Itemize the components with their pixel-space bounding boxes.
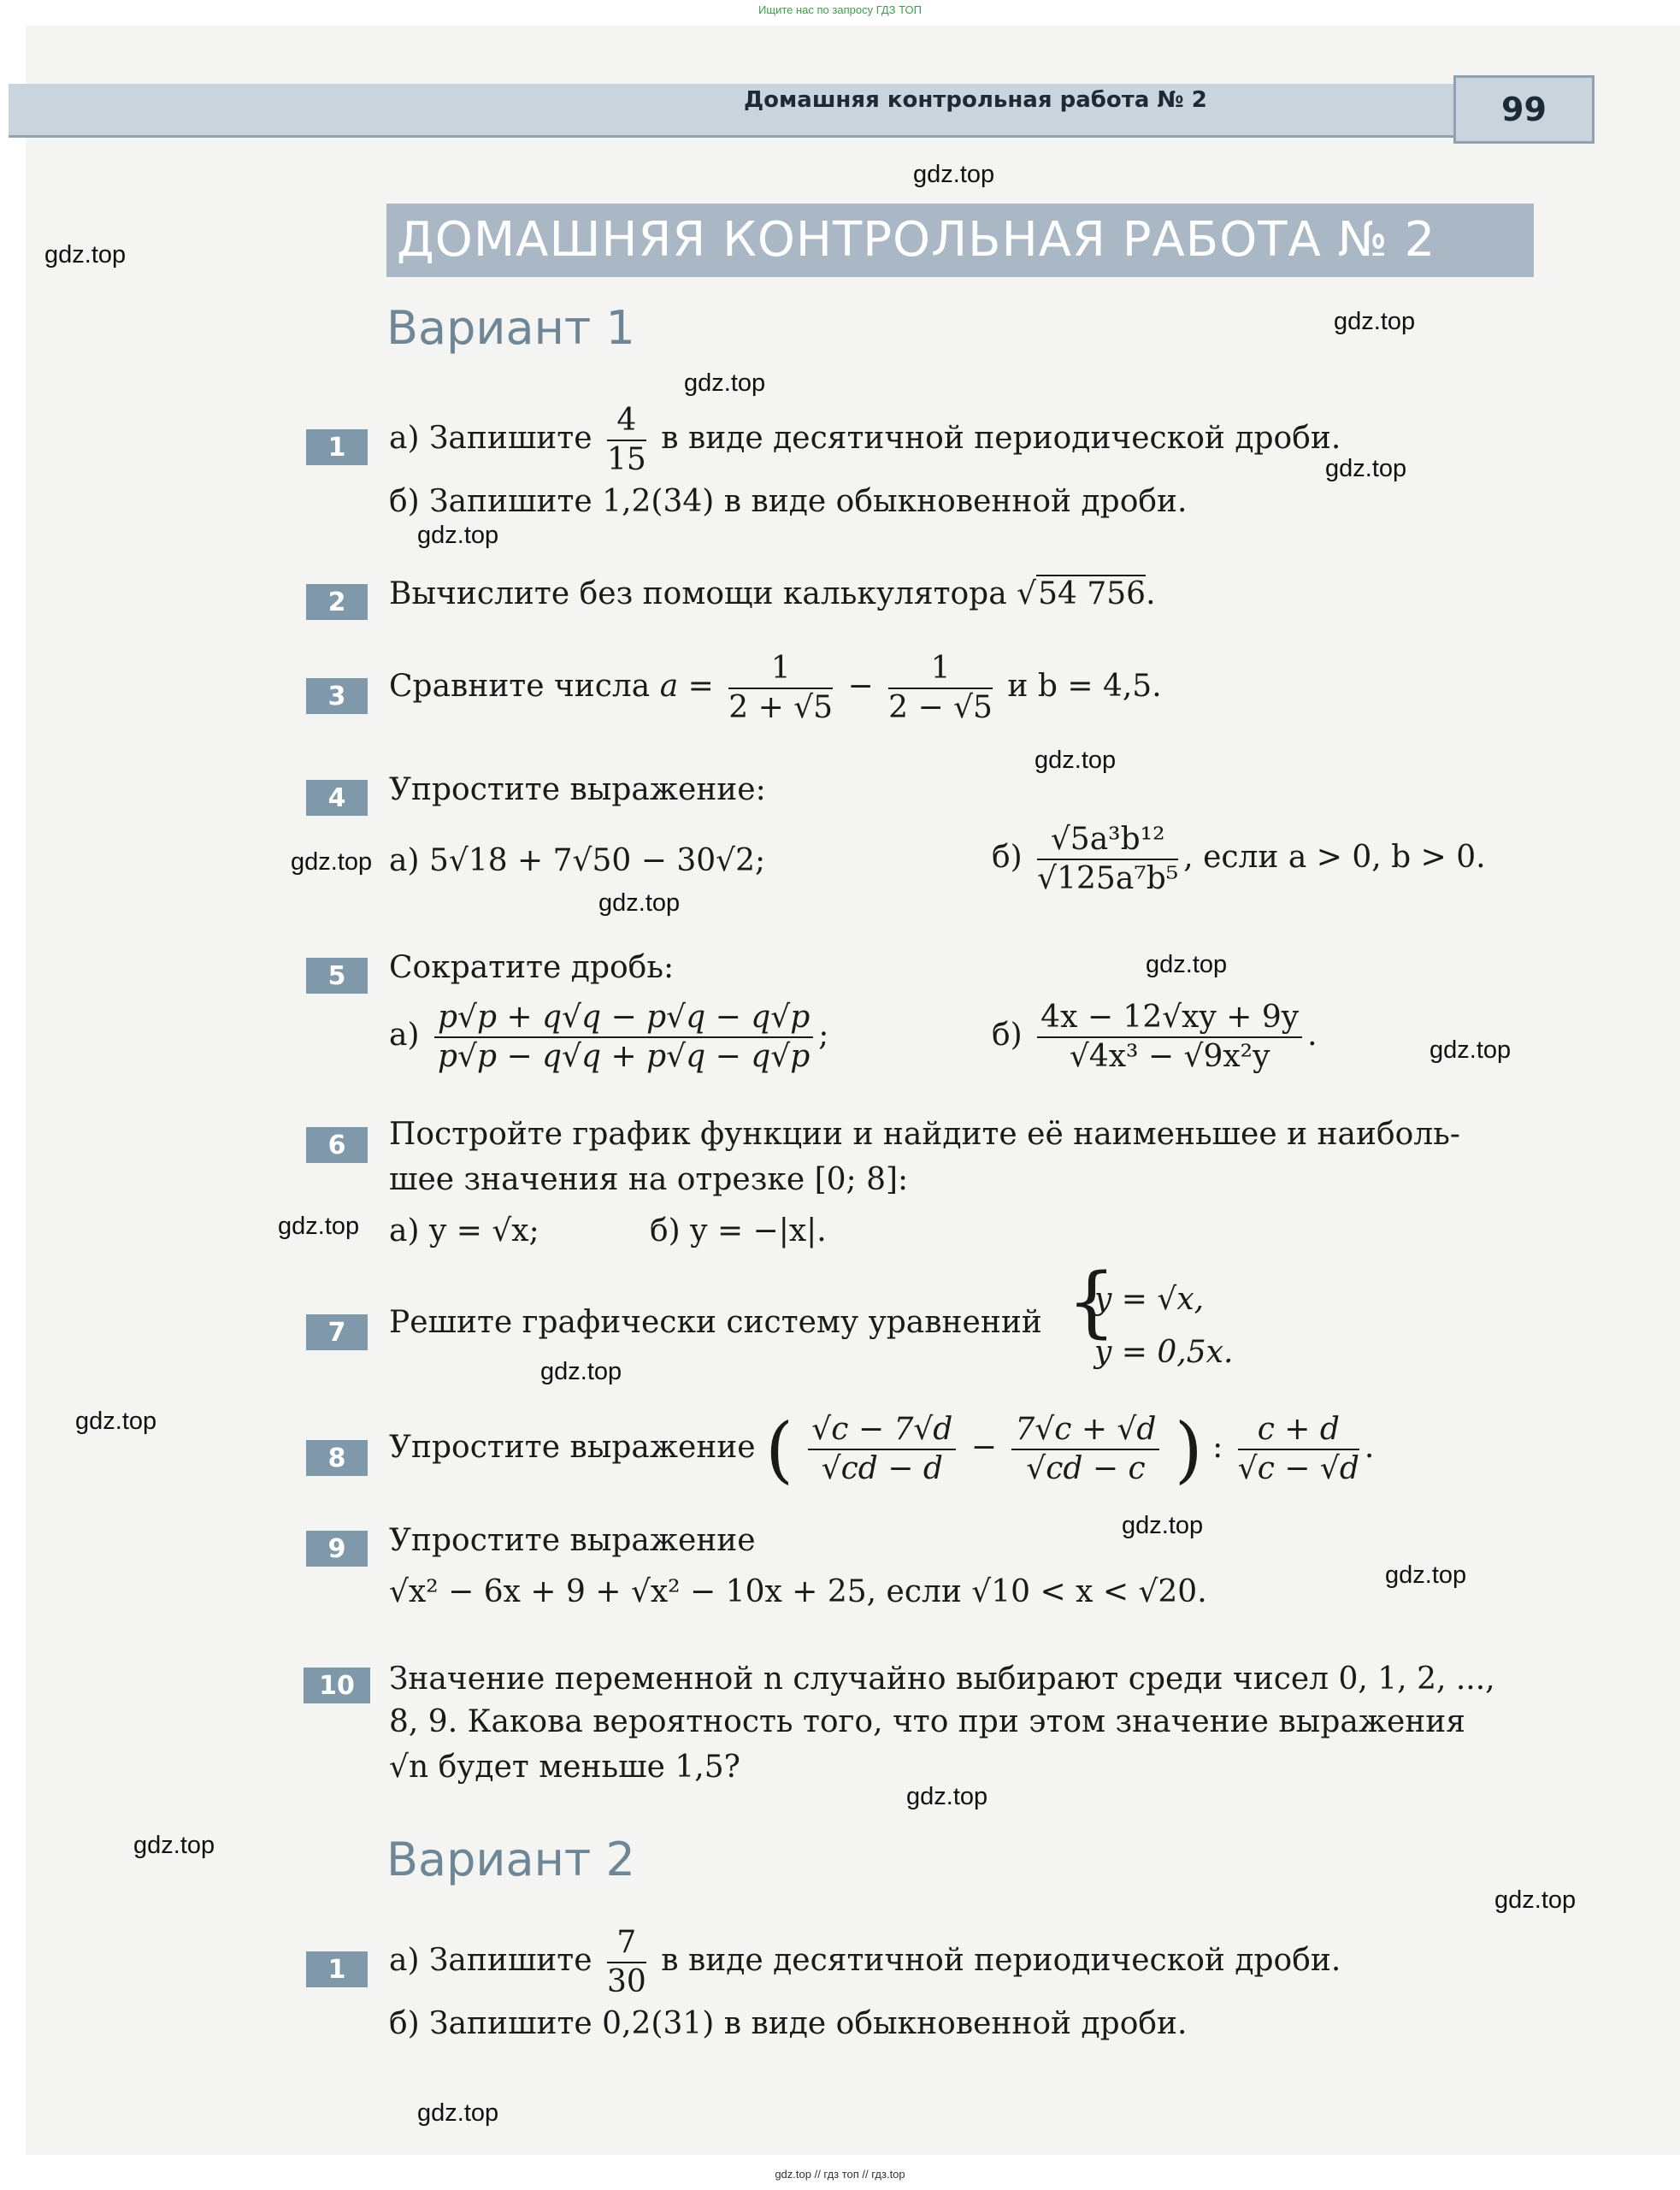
- variant-1-title: Вариант 1: [386, 301, 635, 355]
- watermark: gdz.top: [1429, 1036, 1512, 1064]
- book-page: [26, 26, 1680, 2155]
- task-number-4: 4: [306, 780, 368, 816]
- task-7: Решите графически систему уравнений: [389, 1305, 1042, 1340]
- fraction: $\frac{4}{15}$: [606, 403, 646, 477]
- watermark: gdz.top: [417, 522, 499, 549]
- task-9-line2: √x² − 6x + 9 + √x² − 10x + 25, если √10 < x < √20.: [389, 1574, 1207, 1609]
- task-4-head: Упростите выражение:: [389, 772, 766, 807]
- task-5b: б) $\frac{4x - 12√xy + 9y}{\text{√4x³ − √9x²y}}$ .: [992, 1000, 1317, 1074]
- watermark: gdz.top: [1325, 455, 1407, 482]
- fraction: $\frac{1}{2 + √5}$: [728, 651, 834, 725]
- task-7-eq1: y = √x,: [1094, 1282, 1205, 1317]
- watermark: gdz.top: [1334, 308, 1416, 335]
- task-6-line1: Постройте график функции и найдите её наименьшее и наиболь-: [389, 1117, 1460, 1152]
- watermark: gdz.top: [75, 1408, 157, 1435]
- task-4a: а) 5√18 + 7√50 − 30√2;: [389, 843, 766, 878]
- watermark: gdz.top: [278, 1213, 360, 1240]
- watermark: gdz.top: [1035, 747, 1117, 774]
- running-header-band: [9, 84, 1453, 138]
- task-3: Сравните числа a = $\frac{1}{2 + √5}$ − $\frac{1}{2 - √5}$ и b = 4,5.: [389, 651, 1162, 725]
- task-number-6: 6: [306, 1127, 368, 1163]
- v2-task-number-1: 1: [306, 1951, 368, 1987]
- watermark: gdz.top: [684, 369, 766, 397]
- watermark: gdz.top: [906, 1783, 988, 1810]
- fraction: $\frac{4x - 12√xy + 9y}{\text{√4x³ − √9x²y}}$: [1037, 999, 1302, 1076]
- fraction: $\frac{7}{30}$: [606, 1925, 646, 1999]
- v2-task-1a: а) Запишите $\frac{7}{30}$ в виде десятичной периодической дроби.: [389, 1925, 1341, 1999]
- task-8: Упростите выражение ( $\frac{√c - 7√d}{√cd - d}$ − $\frac{7√c + √d}{√cd - c}$ ) : $\frac{c + d}{√c - √d}$ .: [389, 1408, 1375, 1491]
- task-number-2: 2: [306, 584, 368, 620]
- watermark: gdz.top: [540, 1358, 622, 1385]
- fraction: $\frac{√c - 7√d}{√cd - d}$: [808, 1411, 956, 1488]
- task-number-5: 5: [306, 958, 368, 994]
- watermark: gdz.top: [44, 241, 127, 269]
- watermark: gdz.top: [913, 161, 995, 188]
- watermark: gdz.top: [1385, 1561, 1467, 1589]
- watermark: gdz.top: [1122, 1512, 1204, 1539]
- watermark: gdz.top: [1146, 951, 1228, 978]
- watermark: gdz.top: [417, 2099, 499, 2127]
- fraction: $\frac{7√c + √d}{√cd - c}$: [1011, 1411, 1159, 1488]
- fraction: $\frac{\text{√5a³b¹²}}{\text{√125a⁷b⁵}}$: [1037, 822, 1179, 896]
- v2-task-1b: б) Запишите 0,2(31) в виде обыкновенной дроби.: [389, 2006, 1188, 2041]
- running-title: Домашняя контрольная работа № 2: [744, 87, 1207, 113]
- task-2: Вычислите без помощи калькулятора √54 756.: [389, 576, 1156, 611]
- task-1a: а) Запишите $\frac{4}{15}$ в виде десятичной периодической дроби.: [389, 403, 1341, 477]
- task-10-line2: 8, 9. Какова вероятность того, что при этом значение выражения: [389, 1704, 1465, 1739]
- watermark: gdz.top: [1494, 1886, 1577, 1914]
- task-6a: а) y = √x;: [389, 1213, 539, 1248]
- page-number: 99: [1453, 75, 1595, 144]
- watermark: gdz.top: [133, 1832, 215, 1859]
- section-title: ДОМАШНЯЯ КОНТРОЛЬНАЯ РАБОТА № 2: [386, 204, 1534, 277]
- task-number-3: 3: [306, 678, 368, 714]
- task-4b: б) $\frac{\text{√5a³b¹²}}{\text{√125a⁷b⁵}}$ , если a > 0, b > 0.: [992, 822, 1486, 896]
- task-number-7: 7: [306, 1314, 368, 1350]
- task-number-10: 10: [304, 1668, 370, 1703]
- watermark: gdz.top: [291, 848, 373, 876]
- task-5a: а) $\frac{p√p + q√q - p√q - q√p}{p√p - q√q + p√q - q√p}$ ;: [389, 1000, 829, 1074]
- task-number-9: 9: [306, 1531, 368, 1567]
- task-1b: б) Запишите 1,2(34) в виде обыкновенной дроби.: [389, 484, 1188, 519]
- task-6b: б) y = −|x|.: [650, 1213, 827, 1248]
- fraction: $\frac{p√p + q√q - p√q - q√p}{p√p - q√q + p√q - q√p}$: [434, 999, 813, 1076]
- task-10-line1: Значение переменной n случайно выбирают среди чисел 0, 1, 2, ...,: [389, 1662, 1495, 1697]
- fraction: $\frac{c + d}{√c - √d}$: [1237, 1412, 1359, 1486]
- task-6-line2: шее значения на отрезке [0; 8]:: [389, 1162, 909, 1197]
- task-7-eq2: y = 0,5x.: [1094, 1335, 1234, 1370]
- variant-2-title: Вариант 2: [386, 1833, 635, 1886]
- task-5-head: Сократите дробь:: [389, 950, 675, 985]
- watermark: gdz.top: [598, 889, 681, 917]
- task-number-1: 1: [306, 429, 368, 465]
- task-number-8: 8: [306, 1440, 368, 1476]
- task-9-line1: Упростите выражение: [389, 1523, 756, 1558]
- top-hint: Ищите нас по запросу ГДЗ ТОП: [758, 3, 922, 16]
- task-10-line3: √n будет меньше 1,5?: [389, 1750, 740, 1785]
- bottom-hint: gdz.top // гдз топ // гдз.top: [775, 2168, 905, 2181]
- fraction: $\frac{1}{2 - √5}$: [888, 651, 993, 725]
- system-brace: {: [1067, 1257, 1117, 1347]
